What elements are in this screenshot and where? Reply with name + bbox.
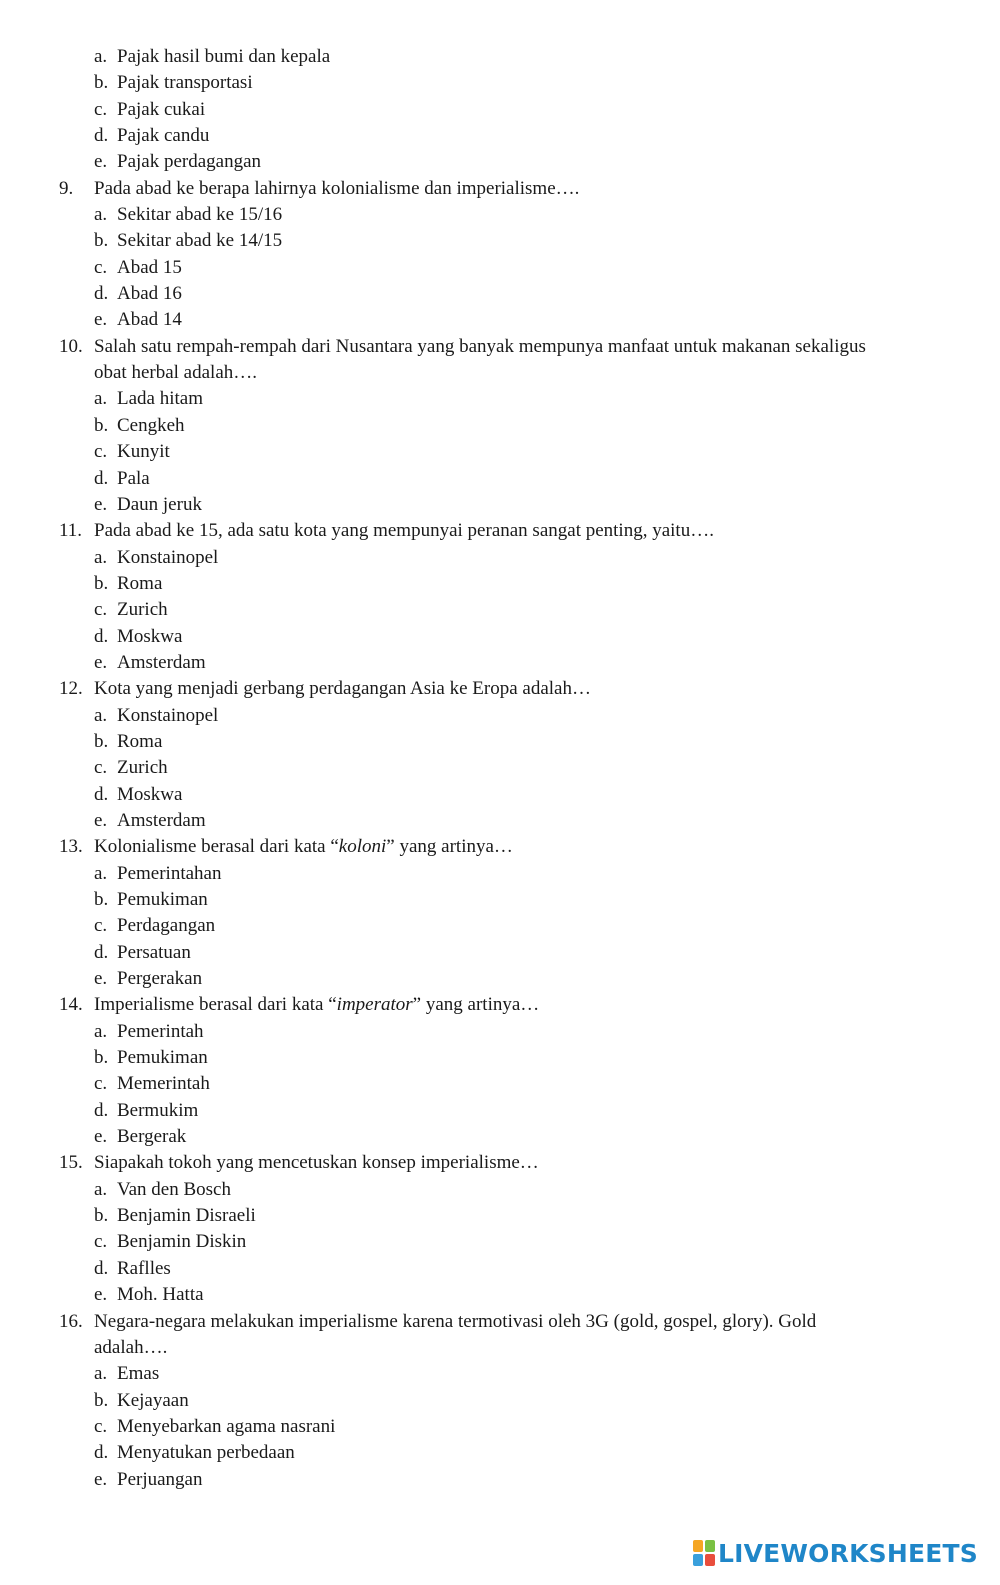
question-line-continued [0,360,1000,386]
answer-option[interactable] [0,703,1000,729]
answer-option[interactable] [0,1229,1000,1255]
option-text: Pajak cukai [117,98,206,120]
option-letter: d. [94,783,109,805]
option-text: Benjamin Disraeli [117,1205,256,1227]
question-number: 16. [59,1310,83,1332]
option-letter: e. [94,493,108,515]
option-text: Cengkeh [117,414,185,436]
question-number: 9. [59,177,74,199]
answer-option[interactable] [0,1203,1000,1229]
option-letter: a. [94,546,108,568]
question-text: Pada abad ke 15, ada satu kota yang mempunyai peranan sangat penting, yaitu…. [94,520,714,542]
option-text: Benjamin Diskin [117,1231,247,1253]
question-text-part: ” yang artinya… [412,994,540,1016]
question-text: Siapakah tokoh yang mencetuskan konsep imperialisme… [94,1152,539,1174]
option-text: Pala [117,467,150,489]
option-text: Van den Bosch [117,1178,231,1200]
option-letter: d. [94,1257,109,1279]
option-text: Persatuan [117,941,191,963]
option-letter: d. [94,1099,109,1121]
option-text: Pemukiman [117,889,208,910]
option-text: Moskwa [117,625,183,647]
option-text: Abad 15 [117,256,182,278]
option-text: Pemukiman [117,1047,208,1069]
answer-option[interactable] [0,887,1000,913]
option-letter: b. [94,1389,109,1411]
option-text: Memerintah [117,1073,210,1095]
question-text-continued: adalah…. [94,1336,168,1358]
option-letter: e. [94,968,108,990]
answer-option[interactable] [0,413,1000,439]
answer-option[interactable] [0,44,1000,70]
question-text-part: ” yang artinya… [386,836,513,858]
answer-option[interactable] [0,228,1000,254]
question-text: Salah satu rempah-rempah dari Nusantara yang banyak mempunya manfaat untuk makanan sekaligus [94,335,866,357]
answer-option[interactable] [0,1256,1000,1282]
option-text: Bergerak [117,1126,187,1148]
option-text: Amsterdam [117,809,206,831]
answer-option[interactable] [0,386,1000,412]
option-letter: c. [94,1073,108,1095]
option-text: Moh. Hatta [117,1284,204,1306]
option-letter: b. [94,572,109,594]
question-line-continued [0,1335,1000,1361]
answer-option[interactable] [0,1440,1000,1466]
option-letter: a. [94,388,108,410]
option-text: Pajak hasil bumi dan kepala [117,46,331,67]
option-text: Zurich [117,599,168,621]
option-text: Lada hitam [117,388,203,410]
option-letter: b. [94,230,109,252]
question-number: 11. [59,520,83,542]
answer-option[interactable] [0,597,1000,623]
option-letter: e. [94,809,108,831]
question-text: Negara-negara melakukan imperialisme karena termotivasi oleh 3G (gold, gospel, glory). Gold [94,1310,817,1332]
option-text: Raflles [117,1257,171,1279]
option-text: Pajak perdagangan [117,151,262,173]
option-text: Roma [117,730,163,752]
answer-option[interactable] [0,1098,1000,1124]
option-text: Abad 14 [117,309,182,331]
option-letter: a. [94,204,108,226]
option-letter: d. [94,1442,109,1464]
answer-option[interactable] [0,782,1000,808]
option-letter: a. [94,46,108,67]
option-letter: e. [94,151,108,173]
answer-option[interactable] [0,624,1000,650]
question-number: 10. [59,335,83,357]
option-text: Roma [117,572,163,594]
option-letter: c. [94,757,108,779]
question-text-part: Kolonialisme berasal dari kata “ [94,836,339,858]
question-text [94,834,513,860]
option-text: Menyebarkan agama nasrani [117,1415,336,1437]
option-letter: e. [94,309,108,331]
question-line [0,176,1000,202]
option-text: Konstainopel [117,546,219,568]
option-letter: e. [94,1468,108,1490]
option-text: Perdagangan [117,915,216,937]
option-text: Menyatukan perbedaan [117,1442,295,1464]
question-line [0,518,1000,544]
option-text: Emas [117,1363,160,1385]
question-text-italic: imperator [336,994,413,1016]
answer-option[interactable] [0,729,1000,755]
answer-option[interactable] [0,1019,1000,1045]
option-letter: d. [94,283,109,305]
question-number: 14. [59,994,83,1016]
option-text: Pergerakan [117,968,203,990]
question-line [0,1150,1000,1176]
answer-option[interactable] [0,123,1000,149]
option-text: Perjuangan [117,1468,203,1490]
option-letter: d. [94,625,109,647]
option-letter: e. [94,1126,108,1148]
answer-option[interactable] [0,492,1000,518]
option-letter: d. [94,467,109,489]
option-text: Pemerintah [117,1020,204,1042]
answer-option[interactable] [0,808,1000,834]
option-letter: d. [94,125,109,147]
question-number: 15. [59,1152,83,1174]
option-letter: a. [94,704,108,726]
question-text-continued: obat herbal adalah…. [94,362,258,384]
answer-option[interactable] [0,650,1000,676]
option-letter: c. [94,98,108,120]
question-text-part: Imperialisme berasal dari kata “ [94,994,337,1016]
option-text: Pajak candu [117,125,210,147]
answer-option[interactable] [0,1467,1000,1493]
option-text: Konstainopel [117,704,219,726]
option-letter: d. [94,941,109,963]
option-text: Moskwa [117,783,183,805]
option-text: Zurich [117,757,168,779]
option-letter: a. [94,862,108,884]
option-letter: c. [94,1415,108,1437]
option-text: Sekitar abad ke 15/16 [117,204,283,226]
question-line [0,1309,1000,1335]
option-letter: e. [94,651,108,673]
worksheet-page [0,44,1000,1493]
answer-option[interactable] [0,1124,1000,1150]
question-text [94,992,539,1018]
liveworksheets-logo[interactable] [693,1537,978,1569]
answer-option[interactable] [0,1071,1000,1097]
option-letter: b. [94,414,109,436]
answer-option[interactable] [0,1282,1000,1308]
option-text: Daun jeruk [117,493,202,515]
option-letter: e. [94,1284,108,1306]
answer-option[interactable] [0,1177,1000,1203]
option-letter: b. [94,889,109,910]
question-number: 13. [59,836,83,858]
answer-option[interactable] [0,149,1000,175]
option-letter: c. [94,256,108,278]
answer-option[interactable] [0,940,1000,966]
option-text: Pemerintahan [117,862,222,884]
option-letter: b. [94,730,109,752]
option-letter: c. [94,441,108,463]
option-letter: c. [94,599,108,621]
liveworksheets-logo-icon [693,1540,715,1566]
answer-option[interactable] [0,70,1000,96]
answer-option[interactable] [0,1388,1000,1414]
answer-option[interactable] [0,97,1000,123]
answer-option[interactable] [0,913,1000,939]
question-line [0,676,1000,702]
question-text-italic: koloni [338,836,387,858]
option-letter: a. [94,1178,108,1200]
question-number: 12. [59,678,83,700]
option-text: Kejayaan [117,1389,189,1411]
answer-option[interactable] [0,545,1000,571]
option-letter: b. [94,72,109,94]
answer-option[interactable] [0,202,1000,228]
option-text: Abad 16 [117,283,182,305]
answer-option[interactable] [0,255,1000,281]
answer-option[interactable] [0,1361,1000,1387]
question-text: Pada abad ke berapa lahirnya kolonialisme dan imperialisme…. [94,177,580,199]
option-text: Pajak transportasi [117,72,253,94]
question-text: Kota yang menjadi gerbang perdagangan Asia ke Eropa adalah… [94,678,591,700]
answer-option[interactable] [0,1045,1000,1071]
answer-option[interactable] [0,861,1000,887]
option-text: Amsterdam [117,651,206,673]
answer-option[interactable] [0,466,1000,492]
question-line [0,834,1000,860]
question-line [0,992,1000,1018]
answer-option[interactable] [0,307,1000,333]
option-letter: a. [94,1363,108,1385]
option-letter: b. [94,1205,109,1227]
answer-option[interactable] [0,1414,1000,1440]
option-text: Kunyit [117,441,170,463]
option-letter: a. [94,1020,108,1042]
answer-option[interactable] [0,281,1000,307]
option-letter: c. [94,1231,108,1253]
logo-text: LIVEWORKSHEETS [717,1538,978,1568]
option-text: Bermukim [117,1099,199,1121]
answer-option[interactable] [0,571,1000,597]
answer-option[interactable] [0,966,1000,992]
answer-option[interactable] [0,755,1000,781]
answer-option[interactable] [0,439,1000,465]
option-letter: c. [94,915,108,937]
option-text: Sekitar abad ke 14/15 [117,230,283,252]
question-line [0,334,1000,360]
option-letter: b. [94,1047,109,1069]
